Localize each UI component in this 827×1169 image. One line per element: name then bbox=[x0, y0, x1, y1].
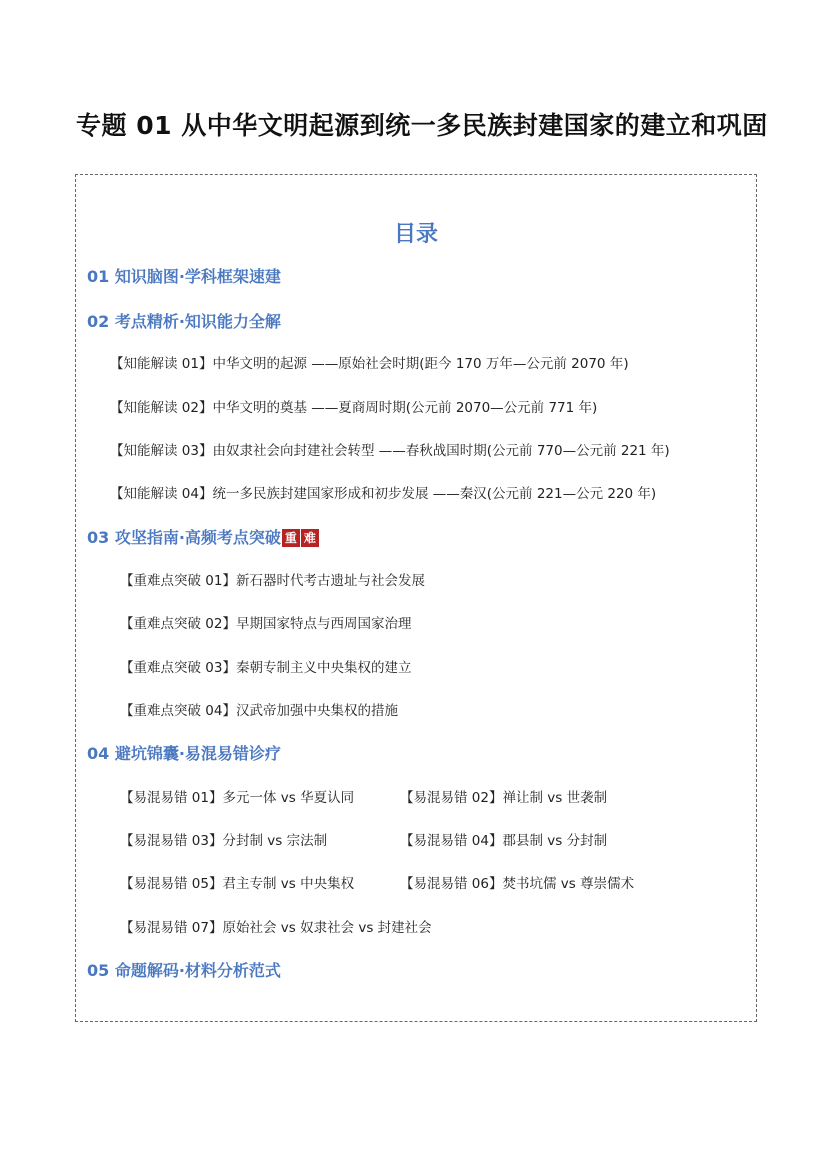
toc-section-05[interactable]: 05 命题解码·材料分析范式 bbox=[87, 961, 281, 980]
toc-item-knowledge-03[interactable]: 【知能解读 03】由奴隶社会向封建社会转型 ——春秋战国时期(公元前 770—公元前 221 年) bbox=[110, 443, 670, 459]
toc-item-key-02[interactable]: 【重难点突破 02】早期国家特点与西周国家治理 bbox=[120, 616, 412, 632]
toc-section-01[interactable]: 01 知识脑图·学科框架速建 bbox=[87, 267, 281, 286]
toc-section-03[interactable] bbox=[87, 525, 319, 548]
toc-item-confusion-07[interactable]: 【易混易错 07】原始社会 vs 奴隶社会 vs 封建社会 bbox=[120, 920, 432, 936]
toc-section-03-label: 03 攻坚指南·高频考点突破 bbox=[87, 528, 281, 547]
toc-section-04[interactable]: 04 避坑锦囊·易混易错诊疗 bbox=[87, 744, 281, 763]
toc-item-key-01[interactable]: 【重难点突破 01】新石器时代考古遗址与社会发展 bbox=[120, 573, 425, 589]
toc-heading: 目录 bbox=[393, 222, 438, 247]
toc-item-confusion-06[interactable]: 【易混易错 06】焚书坑儒 vs 尊崇儒术 bbox=[400, 876, 635, 892]
badge-zhong: 重 bbox=[282, 529, 300, 547]
toc-item-knowledge-04[interactable]: 【知能解读 04】统一多民族封建国家形成和初步发展 ——秦汉(公元前 221—公元 220 年) bbox=[110, 486, 657, 502]
toc-item-key-04[interactable]: 【重难点突破 04】汉武帝加强中央集权的措施 bbox=[120, 703, 398, 719]
toc-section-02[interactable]: 02 考点精析·知识能力全解 bbox=[87, 312, 281, 331]
toc-item-confusion-04[interactable]: 【易混易错 04】郡县制 vs 分封制 bbox=[400, 833, 608, 849]
toc-item-key-03[interactable]: 【重难点突破 03】秦朝专制主义中央集权的建立 bbox=[120, 660, 412, 676]
toc-item-confusion-05[interactable]: 【易混易错 05】君主专制 vs 中央集权 bbox=[120, 876, 355, 892]
toc-item-knowledge-02[interactable]: 【知能解读 02】中华文明的奠基 ——夏商周时期(公元前 2070—公元前 771 年) bbox=[110, 400, 598, 416]
document-title: 专题 01 从中华文明起源到统一多民族封建国家的建立和巩固 bbox=[76, 111, 768, 140]
badge-nan: 难 bbox=[301, 529, 319, 547]
toc-item-confusion-03[interactable]: 【易混易错 03】分封制 vs 宗法制 bbox=[120, 833, 328, 849]
toc-item-knowledge-01[interactable]: 【知能解读 01】中华文明的起源 ——原始社会时期(距今 170 万年—公元前 2070 年) bbox=[110, 356, 629, 372]
table-of-contents bbox=[75, 174, 757, 1022]
toc-item-confusion-02[interactable]: 【易混易错 02】禅让制 vs 世袭制 bbox=[400, 790, 608, 806]
toc-item-confusion-01[interactable]: 【易混易错 01】多元一体 vs 华夏认同 bbox=[120, 790, 355, 806]
